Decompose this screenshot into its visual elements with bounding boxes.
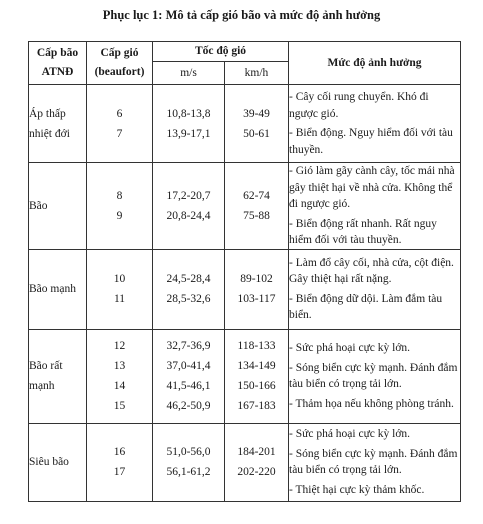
wind-level-cell	[87, 329, 153, 423]
speed-kmh-value: 50-61	[243, 127, 270, 140]
speed-ms-value: 10,8-13,8	[166, 107, 211, 120]
impact-cell	[289, 163, 461, 250]
impact-cell	[289, 249, 461, 329]
speed-ms-value: 51,0-56,0	[166, 446, 211, 458]
storm-category: Bão mạnh	[29, 249, 87, 329]
page-title: Phục lục 1: Mô tả cấp gió bão và mức độ ảnh hưởng	[102, 8, 381, 22]
wind-level-value: 15	[113, 400, 126, 412]
speed-ms-cell	[153, 423, 225, 501]
impact-item: - Biển động rất nhanh. Rất nguy hiểm đối với tàu thuyền.	[289, 217, 437, 246]
speed-kmh-value: 134-149	[237, 360, 276, 372]
storm-category: Bão rất mạnh	[29, 329, 87, 423]
table-row	[29, 423, 461, 501]
speed-kmh-value: 62-74	[243, 189, 270, 202]
table-row	[29, 249, 461, 329]
storm-category: Áp thấp nhiệt đới	[29, 85, 87, 163]
wind-level-value: 8	[116, 189, 123, 202]
wind-level-value: 10	[113, 273, 126, 285]
table-row	[29, 329, 461, 423]
speed-ms-value: 28,5-32,6	[166, 293, 211, 305]
table-header-row	[29, 42, 461, 62]
wind-level-value: 17	[113, 466, 126, 478]
wind-level-cell	[87, 249, 153, 329]
impact-item: - Sức phá hoại cực kỳ lớn.	[289, 342, 411, 354]
header-category: Cấp bão ATNĐ	[29, 42, 87, 85]
speed-ms-cell	[153, 85, 225, 163]
speed-kmh-value: 150-166	[237, 380, 276, 392]
impact-item: - Biển động. Nguy hiểm đối với tàu thuyền.	[289, 127, 453, 156]
speed-ms-value: 32,7-36,9	[166, 340, 211, 352]
header-speed: Tốc độ gió	[153, 42, 289, 62]
wind-level-value: 6	[116, 107, 123, 120]
speed-ms-value: 24,5-28,4	[166, 273, 211, 285]
speed-kmh-value: 118-133	[237, 340, 276, 352]
speed-ms-value: 56,1-61,2	[166, 466, 211, 478]
wind-level-value: 12	[113, 340, 126, 352]
table-row	[29, 85, 461, 163]
speed-ms-cell	[153, 249, 225, 329]
speed-kmh-value: 103-117	[237, 293, 276, 305]
speed-ms-cell	[153, 329, 225, 423]
impact-item: - Biển động dữ dội. Làm đắm tàu biển.	[289, 292, 443, 321]
speed-ms-value: 17,2-20,7	[166, 189, 211, 202]
speed-kmh-cell	[225, 85, 289, 163]
impact-item: - Thảm họa nếu không phòng tránh.	[289, 397, 454, 410]
impact-cell	[289, 85, 461, 163]
impact-cell	[289, 329, 461, 423]
speed-kmh-value: 167-183	[237, 400, 276, 412]
header-level: Cấp gió (beaufort)	[87, 42, 153, 85]
header-unit-kmh: km/h	[225, 62, 289, 85]
speed-ms-cell	[153, 163, 225, 250]
impact-item: - Sóng biển cực kỳ mạnh. Đánh đắm tàu biển có trọng tải lớn.	[289, 361, 458, 390]
wind-level-value: 13	[113, 360, 126, 372]
impact-item: - Làm đổ cây cối, nhà cửa, cột điện. Gây thiệt hại rất nặng.	[289, 256, 454, 285]
speed-kmh-cell	[225, 163, 289, 250]
impact-item: - Sức phá hoại cực kỳ lớn.	[289, 428, 411, 440]
speed-kmh-value: 39-49	[243, 107, 270, 120]
speed-ms-value: 37,0-41,4	[166, 360, 211, 372]
impact-cell	[289, 423, 461, 501]
speed-kmh-cell	[225, 329, 289, 423]
header-impact: Mức độ ảnh hưởng	[289, 42, 461, 85]
storm-category: Siêu bão	[29, 423, 87, 501]
wind-level-value: 9	[116, 209, 123, 222]
wind-level-value: 14	[113, 380, 126, 392]
header-unit-ms: m/s	[153, 62, 225, 85]
speed-kmh-cell	[225, 423, 289, 501]
speed-kmh-value: 184-201	[237, 446, 276, 458]
speed-ms-value: 13,9-17,1	[166, 127, 211, 140]
wind-level-value: 11	[113, 293, 126, 305]
speed-kmh-cell	[225, 249, 289, 329]
table-row	[29, 163, 461, 250]
wind-level-value: 7	[116, 127, 123, 140]
speed-ms-value: 46,2-50,9	[166, 400, 211, 412]
wind-level-cell	[87, 163, 153, 250]
impact-item: - Gió làm gãy cành cây, tốc mái nhà gây thiệt hại về nhà cửa. Không thể đi ngược gió.	[289, 165, 455, 210]
wind-level-value: 16	[113, 446, 126, 458]
speed-ms-value: 20,8-24,4	[166, 209, 211, 222]
wind-level-cell	[87, 423, 153, 501]
impact-item: - Thiệt hại cực kỳ thảm khốc.	[289, 483, 425, 496]
speed-kmh-value: 89-102	[240, 273, 273, 285]
storm-category: Bão	[29, 163, 87, 250]
wind-level-cell	[87, 85, 153, 163]
speed-kmh-value: 75-88	[243, 209, 270, 222]
impact-item: - Cây cối rung chuyển. Khó đi ngược gió.	[289, 91, 429, 120]
impact-item: - Sóng biển cực kỳ mạnh. Đánh đắm tàu biển có trọng tải lớn.	[289, 447, 458, 476]
wind-scale-table	[28, 41, 461, 502]
speed-kmh-value: 202-220	[237, 466, 276, 478]
speed-ms-value: 41,5-46,1	[166, 380, 211, 392]
